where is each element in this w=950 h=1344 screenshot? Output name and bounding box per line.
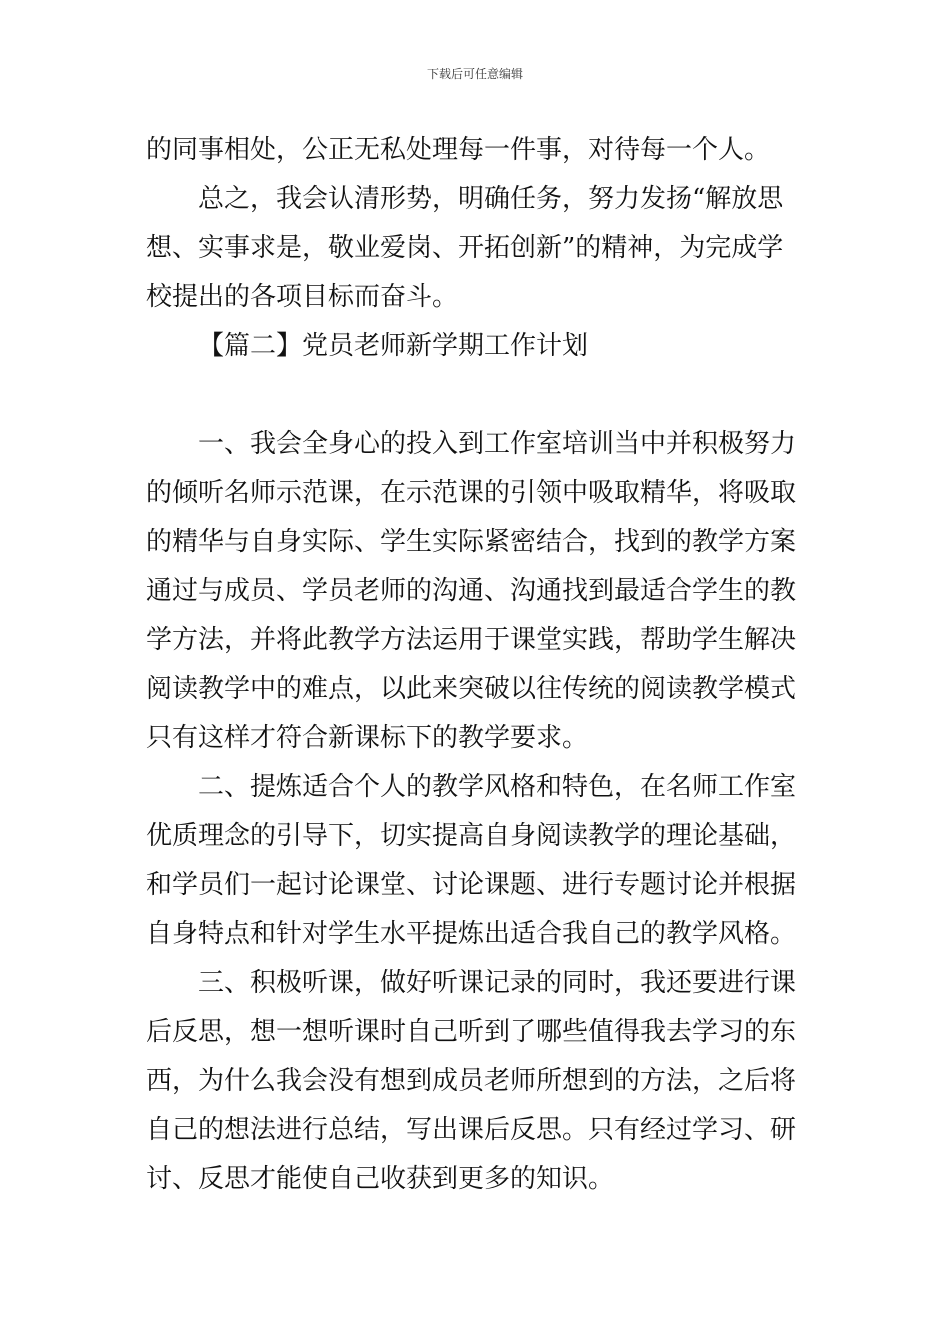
text-line: 的同事相处，公正无私处理每一件事，对待每一个人。 <box>146 135 771 165</box>
text-line: 总之，我会认清形势，明确任务，努力发扬“解放思 <box>198 184 784 214</box>
blank-line <box>146 371 806 420</box>
text-line: 后反思，想一想听课时自己听到了哪些值得我去学习的东 <box>146 1017 797 1047</box>
text-line: 和学员们一起讨论课堂、讨论课题、进行专题讨论并根据 <box>146 870 797 900</box>
document-body <box>146 126 806 1204</box>
text-line: 通过与成员、学员老师的沟通、沟通找到最适合学生的教 <box>146 576 797 606</box>
text-line: 只有这样才符合新课标下的教学要求。 <box>146 723 589 753</box>
section-heading: 【篇二】党员老师新学期工作计划 <box>198 331 589 361</box>
text-line: 自身特点和针对学生水平提炼出适合我自己的教学风格。 <box>146 919 797 949</box>
text-line: 三、积极听课，做好听课记录的同时，我还要进行课 <box>198 968 797 998</box>
text-line: 阅读教学中的难点，以此来突破以往传统的阅读教学模式 <box>146 674 797 704</box>
text-line: 的倾听名师示范课，在示范课的引领中吸取精华，将吸取 <box>146 478 797 508</box>
text-line: 讨、反思才能使自己收获到更多的知识。 <box>146 1164 615 1194</box>
text-line: 学方法，并将此教学方法运用于课堂实践，帮助学生解决 <box>146 625 797 655</box>
text-line: 的精华与自身实际、学生实际紧密结合，找到的教学方案 <box>146 527 797 557</box>
text-line: 想、实事求是，敬业爱岗、开拓创新”的精神，为完成学 <box>146 233 784 263</box>
text-line: 自己的想法进行总结，写出课后反思。只有经过学习、研 <box>146 1115 797 1145</box>
text-line: 优质理念的引导下，切实提高自身阅读教学的理论基础， <box>146 821 797 851</box>
text-line: 西，为什么我会没有想到成员老师所想到的方法，之后将 <box>146 1066 797 1096</box>
text-line: 二、提炼适合个人的教学风格和特色，在名师工作室 <box>198 772 797 802</box>
text-line: 校提出的各项目标而奋斗。 <box>146 282 459 312</box>
header-note: 下载后可任意编辑 <box>426 67 523 81</box>
text-line: 一、我会全身心的投入到工作室培训当中并积极努力 <box>198 429 797 459</box>
